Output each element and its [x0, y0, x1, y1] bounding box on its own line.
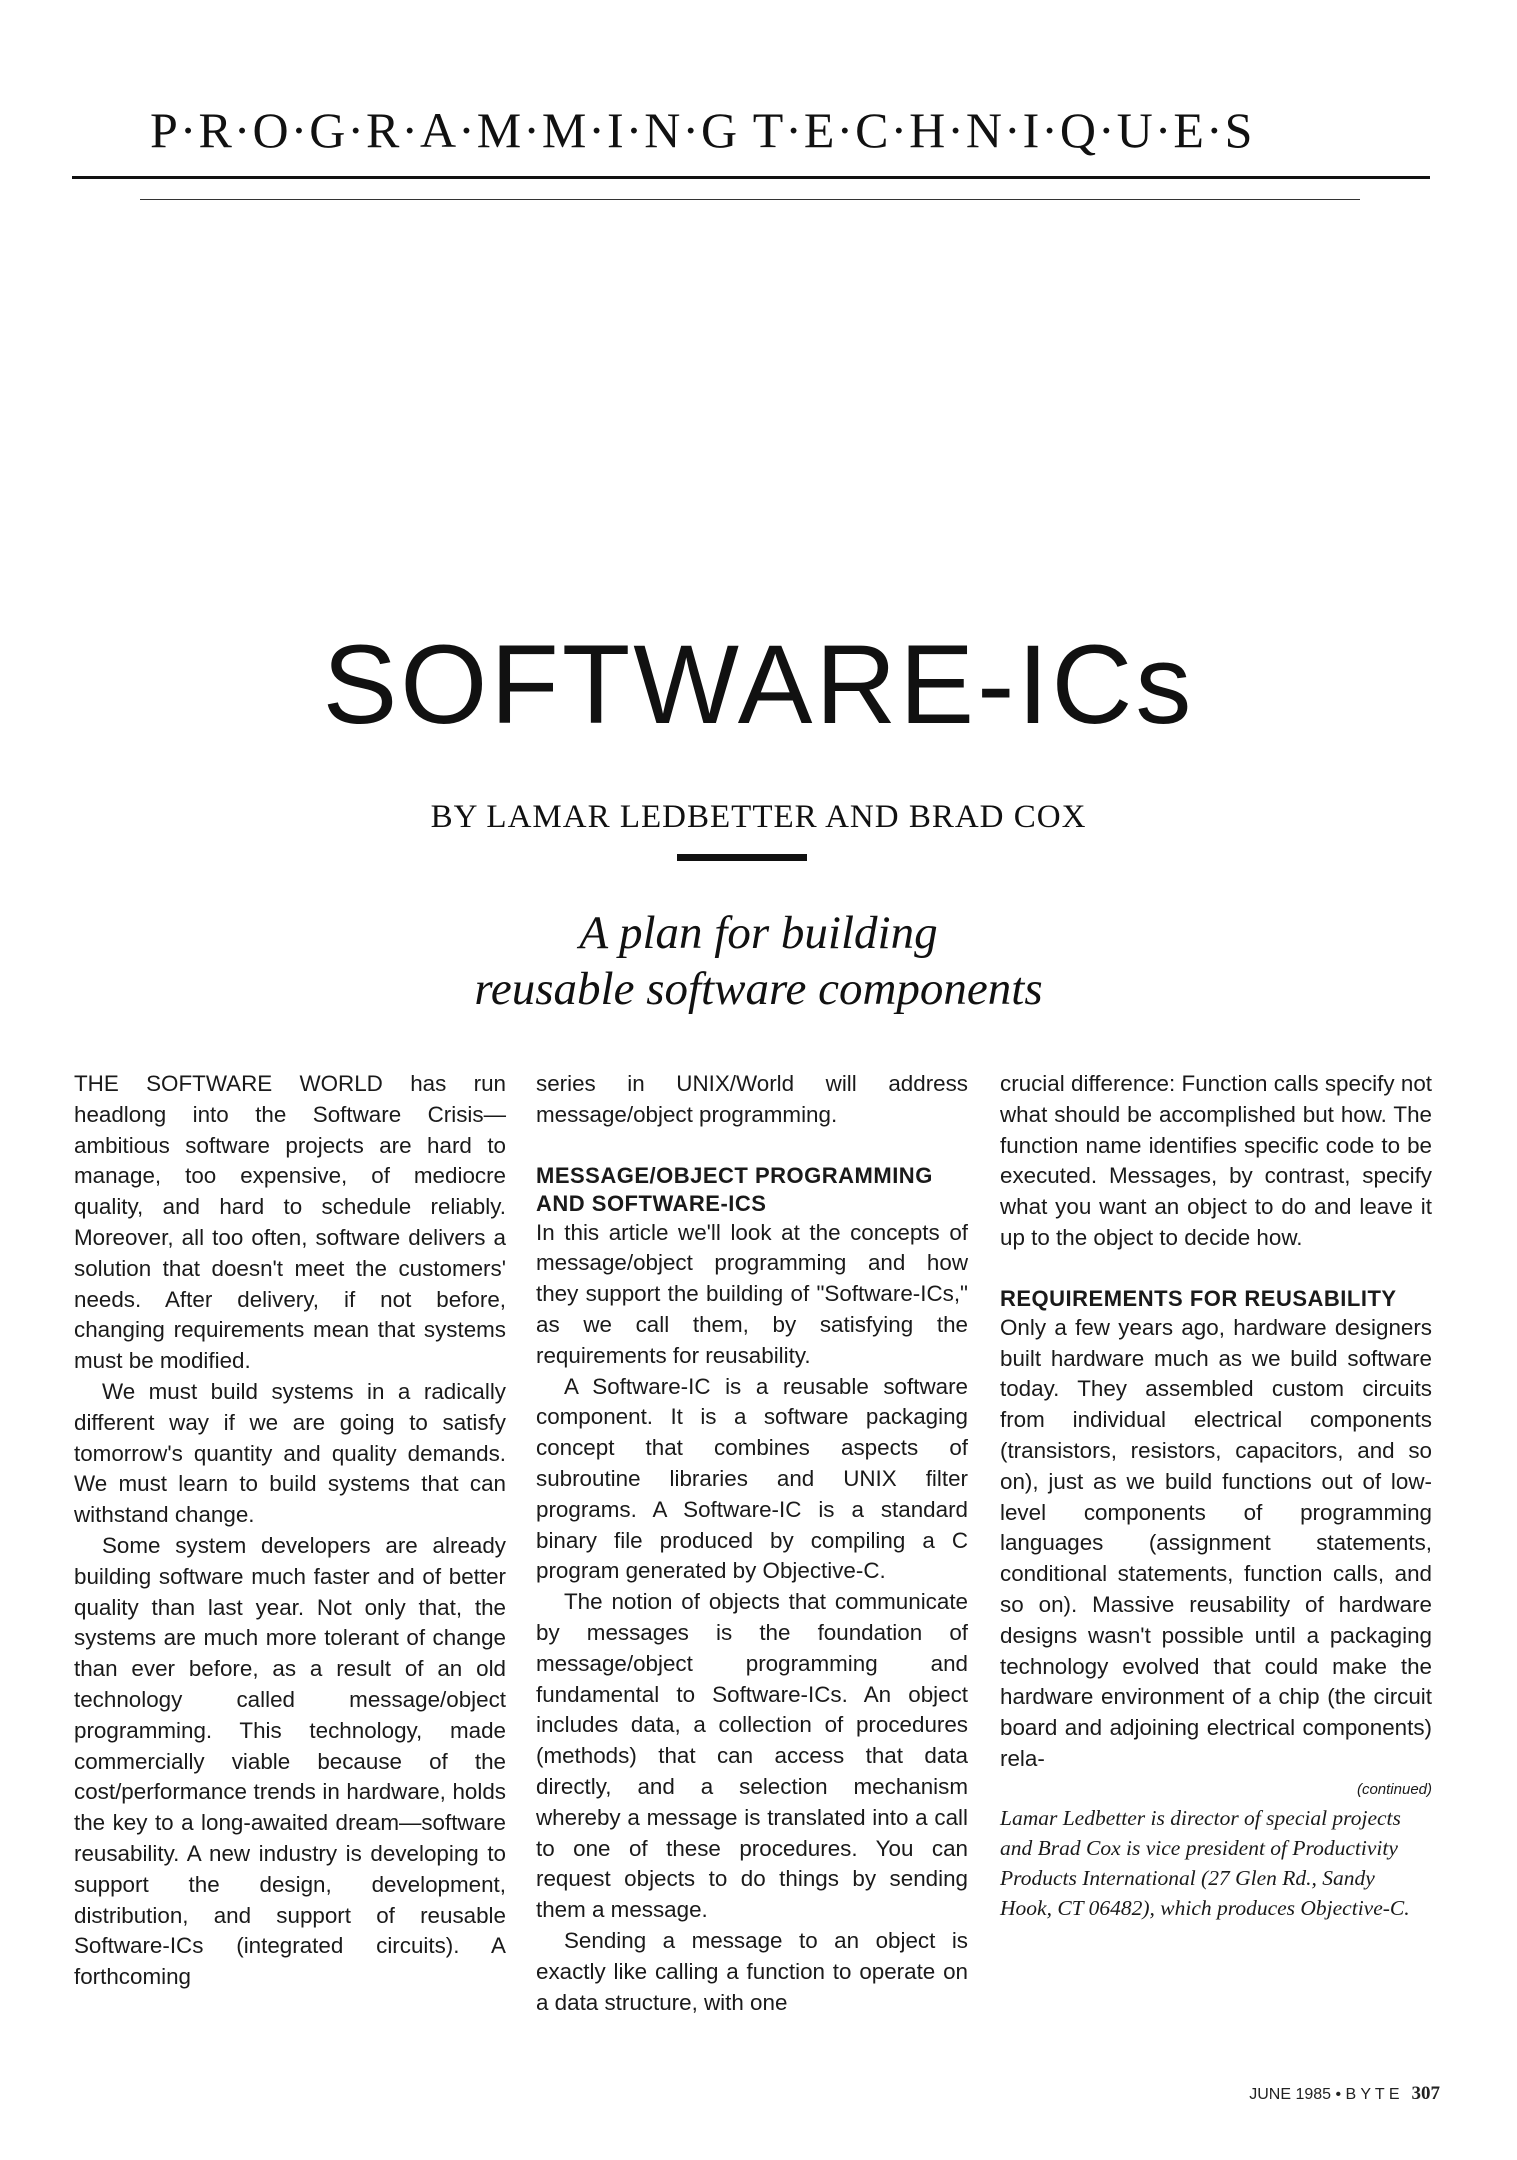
page-number: 307: [1411, 2083, 1440, 2104]
header-rule-thin: [140, 199, 1360, 200]
byline: BY LAMAR LEDBETTER AND BRAD COX: [430, 799, 1087, 835]
paragraph: Sending a message to an object is exactly like calling a function to operate on a data structure, with one: [536, 1927, 968, 2015]
paragraph: In this article we'll look at the concepts of message/object programming and how they support the building of "Software-ICs," as we call them, by satisfying the requirements for reusability.: [536, 1219, 968, 1368]
paragraph: series in UNIX/World will address message/object programming.: [536, 1071, 968, 1127]
deck-line-2: reusable software components: [474, 963, 1043, 1015]
paragraph: THE SOFTWARE WORLD has run headlong into the Software Crisis—ambitious software projects are hard to manage, too expensive, of mediocre quality, and hard to schedule reliably. Moreover, all too often, software delivers a solution that doesn't meet the customers' needs. After delivery, if not before, changing requirements mean that systems must be modified.: [74, 1071, 506, 1374]
paragraph: We must build systems in a radically different way if we are going to satisfy tomorrow's quantity and quality demands. We must learn to build systems that can withstand change.: [74, 1378, 506, 1528]
page-folio: [1160, 2083, 1440, 2105]
paragraph: A Software-IC is a reusable software component. It is a software packaging concept that combines aspects of subroutine libraries and UNIX filter programs. A Software-IC is a standard binary file produced by compiling a C program generated by Objective-C.: [536, 1373, 968, 1584]
column-1: [74, 1069, 506, 1993]
folio-date: JUNE 1985 • B Y T E: [1249, 2086, 1400, 2103]
section-heading: MESSAGE/OBJECT PROGRAMMING AND SOFTWARE-ICS: [536, 1162, 933, 1216]
paragraph: Some system developers are already building software much faster and of better quality than last year. Not only that, the systems are much more tolerant of change than ever before, as a result of an old technology called message/object programming. This technology, made commercially viable because of the cost/performance trends in hardware, holds the key to a long-awaited dream—software reusability. A new industry is developing to support the design, development, distribution, and support of reusable Software-ICs (integrated circuits). A forthcoming: [74, 1532, 506, 1990]
paragraph: The notion of objects that communicate by messages is the foundation of message/object programming and fundamental to Software-ICs. An object includes data, a collection of procedures (methods) that can access that data directly, and a selection mechanism whereby a message is translated into a call to one of these procedures. You can request objects to do things by sending them a message.: [536, 1589, 968, 1923]
column-2: [536, 1069, 968, 2018]
deck-line-1: A plan for building: [579, 907, 938, 959]
paragraph: Only a few years ago, hardware designers built hardware much as we build software today. They assembled custom circuits from individual electrical components (transistors, resistors, capacitors, and so on), just as we build functions out of low-level components of programming languages (assignment statements, conditional statements, function calls, and so on). Massive reusability of hardware designs wasn't possible until a packaging technology evolved that could make the hardware environment of a chip (the circuit board and adjoining electrical components) rela-: [1000, 1314, 1432, 1771]
paragraph: crucial difference: Function calls specify not what should be accomplished but how. The function name identifies specific code to be executed. Messages, by contrast, specify what you want an object to do and leave it up to the object to decide how.: [1000, 1071, 1432, 1250]
byline-divider: [677, 854, 807, 861]
column-3: [1000, 1069, 1432, 1923]
author-bio: Lamar Ledbetter is director of special projects and Brad Cox is vice president of Productivity Products International (27 Glen Rd., Sandy Hook, CT 06482), which produces Objective-C.: [1000, 1805, 1410, 1920]
continued-marker: (continued): [1356, 1780, 1432, 1798]
header-rule-thick: [72, 176, 1430, 179]
section-heading: REQUIREMENTS FOR REUSABILITY: [1000, 1285, 1397, 1311]
article-title: SOFTWARE-ICs: [322, 622, 1195, 747]
article-deck: [0, 905, 1517, 1017]
section-header: P·R·O·G·R·A·M·M·I·N·G T·E·C·H·N·I·Q·U·E·S: [150, 102, 1255, 158]
